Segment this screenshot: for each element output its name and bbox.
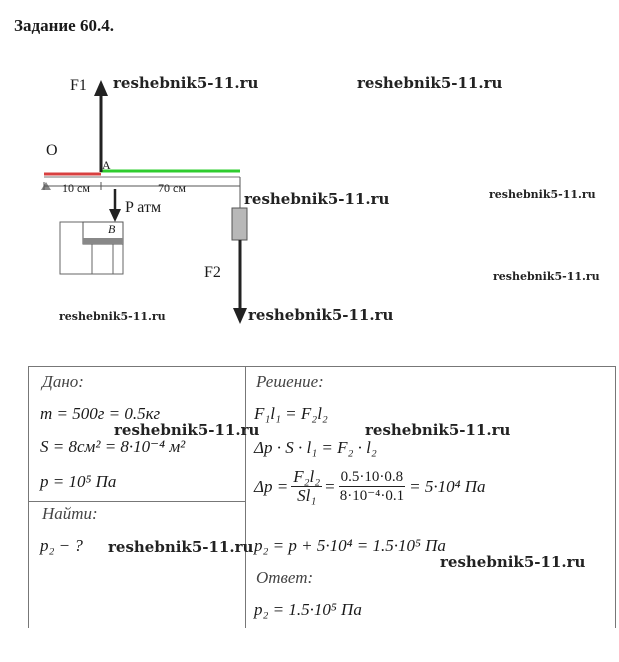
- watermark: reshebnik5-11.ru: [440, 553, 586, 571]
- find-header: Найти:: [42, 504, 98, 523]
- label-patm: P атм: [125, 199, 162, 216]
- equation-1: F₁l₁ = F₂l₂: [254, 404, 328, 423]
- watermark: reshebnik5-11.ru: [489, 188, 596, 201]
- find-value: p₂ − ?: [40, 536, 83, 555]
- fraction-symbolic: $\frac{\text{F₂l₂}}{\text{Sl₁}}$: [293, 467, 321, 505]
- label-f2: F2: [204, 264, 221, 281]
- watermark: reshebnik5-11.ru: [244, 190, 390, 208]
- equation-3: Δp = $\frac{\text{F₂l₂}}{\text{Sl₁}}$ = $\frac{0.5\cdot 10\cdot 0.8}{\text{8·10⁻⁴·0.1}}$ = 5·10⁴ Па: [254, 467, 486, 505]
- watermark: reshebnik5-11.ru: [493, 270, 600, 283]
- watermark: reshebnik5-11.ru: [108, 538, 254, 556]
- watermark: reshebnik5-11.ru: [248, 306, 394, 324]
- equation-4: p₂ = p + 5·10⁴ = 1.5·10⁵ Па: [254, 536, 446, 555]
- given-pressure: p = 10⁵ Па: [40, 472, 117, 491]
- label-a: A: [102, 158, 111, 172]
- fraction-numeric: $\frac{0.5\cdot 10\cdot 0.8}{\text{8·10⁻⁴·0.1}}$: [339, 469, 405, 504]
- given-area: S = 8см² = 8·10⁻⁴ м²: [40, 437, 186, 456]
- solve-header: Решение:: [256, 372, 324, 391]
- label-f1: F1: [70, 77, 87, 94]
- task-title: Задание 60.4.: [14, 16, 114, 35]
- given-mass: m = 500г = 0.5кг: [40, 404, 161, 423]
- given-header: Дано:: [42, 372, 84, 391]
- watermark: reshebnik5-11.ru: [114, 421, 260, 439]
- watermark: reshebnik5-11.ru: [357, 74, 503, 92]
- label-o: O: [46, 142, 58, 159]
- watermark: reshebnik5-11.ru: [113, 74, 259, 92]
- label-b: B: [108, 222, 116, 236]
- watermark: reshebnik5-11.ru: [59, 310, 166, 323]
- label-len2: 70 см: [158, 181, 186, 195]
- weight: [232, 208, 247, 240]
- label-len1: 10 см: [62, 181, 90, 195]
- answer-value: p₂ = 1.5·10⁵ Па: [254, 600, 362, 619]
- solution-table: [28, 366, 616, 628]
- watermark: reshebnik5-11.ru: [365, 421, 511, 439]
- answer-header: Ответ:: [256, 568, 314, 587]
- equation-2: Δp · S · l₁ = F₂ · l₂: [254, 438, 377, 457]
